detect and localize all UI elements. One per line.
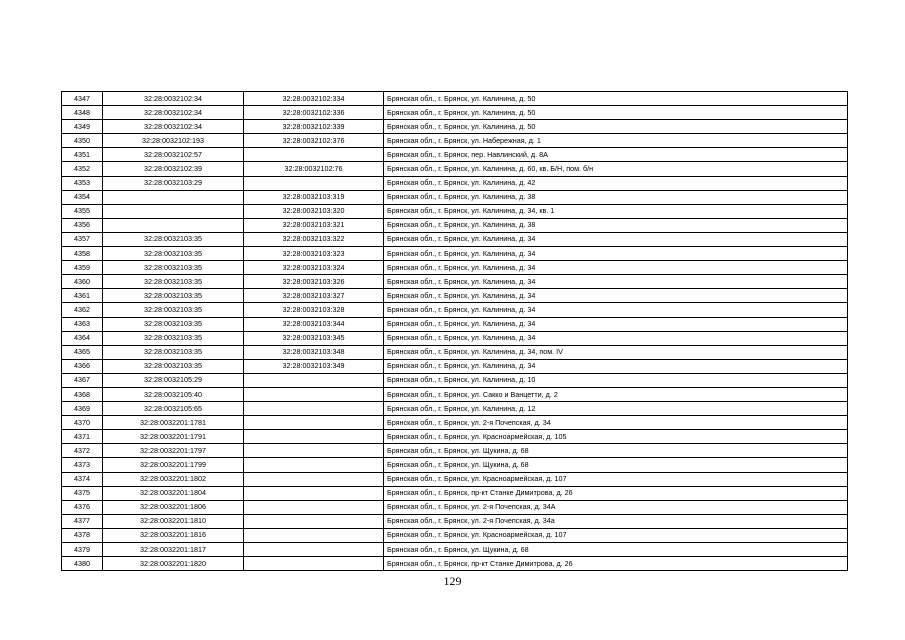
- parcel-cadastral-number-cell: 32:28:0032102:34: [103, 106, 244, 120]
- table-row: [62, 486, 848, 500]
- row-number-cell: 4372: [62, 444, 103, 458]
- row-number-cell: 4377: [62, 514, 103, 528]
- row-number-cell: 4364: [62, 331, 103, 345]
- object-cadastral-number-cell: 32:28:0032103:322: [244, 232, 384, 246]
- object-cadastral-number-cell: [244, 500, 384, 514]
- address-cell: Брянская обл., г. Брянск, ул. Калинина, д. 50: [384, 106, 848, 120]
- address-cell: Брянская обл., г. Брянск, ул. Набережная, д. 1: [384, 134, 848, 148]
- table-row: [62, 289, 848, 303]
- object-cadastral-number-cell: [244, 514, 384, 528]
- address-cell: Брянская обл., г. Брянск, ул. Калинина, д. 12: [384, 402, 848, 416]
- parcel-cadastral-number-cell: 32:28:0032201:1817: [103, 543, 244, 557]
- address-cell: Брянская обл., г. Брянск, ул. Щукина, д. 68: [384, 444, 848, 458]
- address-cell: Брянская обл., г. Брянск, ул. 2-я Почепская, д. 34: [384, 416, 848, 430]
- object-cadastral-number-cell: 32:28:0032102:339: [244, 120, 384, 134]
- row-number-cell: 4371: [62, 430, 103, 444]
- row-number-cell: 4350: [62, 134, 103, 148]
- parcel-cadastral-number-cell: 32:28:0032103:35: [103, 261, 244, 275]
- row-number-cell: 4370: [62, 416, 103, 430]
- table-row: [62, 162, 848, 176]
- parcel-cadastral-number-cell: 32:28:0032201:1804: [103, 486, 244, 500]
- address-cell: Брянская обл., г. Брянск, ул. Калинина, д. 38: [384, 218, 848, 232]
- table-row: [62, 444, 848, 458]
- object-cadastral-number-cell: [244, 458, 384, 472]
- table-row: [62, 430, 848, 444]
- table-row: [62, 120, 848, 134]
- address-cell: Брянская обл., г. Брянск, ул. Щукина, д. 68: [384, 543, 848, 557]
- parcel-cadastral-number-cell: 32:28:0032105:29: [103, 373, 244, 387]
- row-number-cell: 4354: [62, 190, 103, 204]
- parcel-cadastral-number-cell: 32:28:0032201:1791: [103, 430, 244, 444]
- address-cell: Брянская обл., г. Брянск, ул. Калинина, д. 38: [384, 190, 848, 204]
- table-row: [62, 92, 848, 106]
- parcel-cadastral-number-cell: 32:28:0032105:40: [103, 387, 244, 401]
- object-cadastral-number-cell: 32:28:0032103:349: [244, 359, 384, 373]
- row-number-cell: 4367: [62, 373, 103, 387]
- object-cadastral-number-cell: [244, 148, 384, 162]
- table-body: [62, 92, 848, 571]
- table-row: [62, 218, 848, 232]
- address-cell: Брянская обл., г. Брянск, ул. Калинина, д. 34: [384, 331, 848, 345]
- row-number-cell: 4347: [62, 92, 103, 106]
- parcel-cadastral-number-cell: 32:28:0032201:1802: [103, 472, 244, 486]
- row-number-cell: 4355: [62, 204, 103, 218]
- object-cadastral-number-cell: 32:28:0032102:376: [244, 134, 384, 148]
- table-row: [62, 345, 848, 359]
- object-cadastral-number-cell: 32:28:0032102:334: [244, 92, 384, 106]
- address-cell: Брянская обл., г. Брянск, ул. 2-я Почепская, д. 34а: [384, 514, 848, 528]
- parcel-cadastral-number-cell: 32:28:0032201:1816: [103, 528, 244, 542]
- address-cell: Брянская обл., г. Брянск, ул. Калинина, д. 60, кв. Б/Н, пом. б/н: [384, 162, 848, 176]
- parcel-cadastral-number-cell: 32:28:0032102:39: [103, 162, 244, 176]
- table-row: [62, 359, 848, 373]
- table-row: [62, 275, 848, 289]
- table-row: [62, 106, 848, 120]
- address-cell: Брянская обл., г. Брянск, ул. Калинина, д. 34: [384, 289, 848, 303]
- page-number: 129: [443, 574, 462, 588]
- address-cell: Брянская обл., г. Брянск, ул. Красноармейская, д. 107: [384, 528, 848, 542]
- address-cell: Брянская обл., г. Брянск, пр-кт Станке Димитрова, д. 26: [384, 557, 848, 571]
- row-number-cell: 4348: [62, 106, 103, 120]
- address-cell: Брянская обл., г. Брянск, ул. Калинина, д. 34: [384, 317, 848, 331]
- parcel-cadastral-number-cell: 32:28:0032201:1806: [103, 500, 244, 514]
- parcel-cadastral-number-cell: 32:28:0032103:35: [103, 232, 244, 246]
- row-number-cell: 4349: [62, 120, 103, 134]
- address-cell: Брянская обл., г. Брянск, ул. Калинина, д. 34: [384, 359, 848, 373]
- parcel-cadastral-number-cell: 32:28:0032201:1810: [103, 514, 244, 528]
- row-number-cell: 4360: [62, 275, 103, 289]
- parcel-cadastral-number-cell: 32:28:0032103:35: [103, 345, 244, 359]
- object-cadastral-number-cell: 32:28:0032103:326: [244, 275, 384, 289]
- table-row: [62, 514, 848, 528]
- parcel-cadastral-number-cell: 32:28:0032201:1781: [103, 416, 244, 430]
- table-row: [62, 317, 848, 331]
- address-cell: Брянская обл., г. Брянск, ул. Щукина, д. 68: [384, 458, 848, 472]
- table-row: [62, 557, 848, 571]
- table-row: [62, 190, 848, 204]
- table-row: [62, 500, 848, 514]
- cadastral-register-table: [61, 91, 848, 571]
- table-row: [62, 261, 848, 275]
- row-number-cell: 4368: [62, 387, 103, 401]
- object-cadastral-number-cell: 32:28:0032102:336: [244, 106, 384, 120]
- row-number-cell: 4375: [62, 486, 103, 500]
- object-cadastral-number-cell: [244, 543, 384, 557]
- object-cadastral-number-cell: 32:28:0032103:320: [244, 204, 384, 218]
- table-row: [62, 148, 848, 162]
- object-cadastral-number-cell: 32:28:0032102:76: [244, 162, 384, 176]
- object-cadastral-number-cell: 32:28:0032103:327: [244, 289, 384, 303]
- row-number-cell: 4376: [62, 500, 103, 514]
- parcel-cadastral-number-cell: 32:28:0032103:35: [103, 303, 244, 317]
- row-number-cell: 4366: [62, 359, 103, 373]
- row-number-cell: 4357: [62, 232, 103, 246]
- row-number-cell: 4378: [62, 528, 103, 542]
- parcel-cadastral-number-cell: [103, 190, 244, 204]
- address-cell: Брянская обл., г. Брянск, ул. Калинина, д. 34: [384, 275, 848, 289]
- row-number-cell: 4379: [62, 543, 103, 557]
- address-cell: Брянская обл., г. Брянск, пр-кт Станке Димитрова, д. 26: [384, 486, 848, 500]
- row-number-cell: 4374: [62, 472, 103, 486]
- parcel-cadastral-number-cell: [103, 218, 244, 232]
- table-row: [62, 458, 848, 472]
- row-number-cell: 4369: [62, 402, 103, 416]
- row-number-cell: 4361: [62, 289, 103, 303]
- object-cadastral-number-cell: 32:28:0032103:348: [244, 345, 384, 359]
- row-number-cell: 4358: [62, 247, 103, 261]
- table-row: [62, 331, 848, 345]
- parcel-cadastral-number-cell: 32:28:0032103:35: [103, 275, 244, 289]
- row-number-cell: 4365: [62, 345, 103, 359]
- parcel-cadastral-number-cell: 32:28:0032102:193: [103, 134, 244, 148]
- object-cadastral-number-cell: 32:28:0032103:345: [244, 331, 384, 345]
- object-cadastral-number-cell: [244, 486, 384, 500]
- row-number-cell: 4373: [62, 458, 103, 472]
- address-cell: Брянская обл., г. Брянск, ул. Калинина, д. 10: [384, 373, 848, 387]
- table-row: [62, 204, 848, 218]
- parcel-cadastral-number-cell: 32:28:0032201:1820: [103, 557, 244, 571]
- table-row: [62, 472, 848, 486]
- parcel-cadastral-number-cell: [103, 204, 244, 218]
- parcel-cadastral-number-cell: 32:28:0032201:1799: [103, 458, 244, 472]
- table-row: [62, 134, 848, 148]
- object-cadastral-number-cell: 32:28:0032103:319: [244, 190, 384, 204]
- parcel-cadastral-number-cell: 32:28:0032103:35: [103, 289, 244, 303]
- object-cadastral-number-cell: 32:28:0032103:324: [244, 261, 384, 275]
- parcel-cadastral-number-cell: 32:28:0032103:35: [103, 359, 244, 373]
- object-cadastral-number-cell: [244, 387, 384, 401]
- address-cell: Брянская обл., г. Брянск, ул. Калинина, д. 42: [384, 176, 848, 190]
- object-cadastral-number-cell: [244, 444, 384, 458]
- object-cadastral-number-cell: [244, 557, 384, 571]
- object-cadastral-number-cell: [244, 430, 384, 444]
- parcel-cadastral-number-cell: 32:28:0032102:57: [103, 148, 244, 162]
- row-number-cell: 4380: [62, 557, 103, 571]
- address-cell: Брянская обл., г. Брянск, ул. Сакко и Ванцетти, д. 2: [384, 387, 848, 401]
- parcel-cadastral-number-cell: 32:28:0032102:34: [103, 120, 244, 134]
- parcel-cadastral-number-cell: 32:28:0032103:29: [103, 176, 244, 190]
- object-cadastral-number-cell: [244, 402, 384, 416]
- row-number-cell: 4356: [62, 218, 103, 232]
- row-number-cell: 4363: [62, 317, 103, 331]
- address-cell: Брянская обл., г. Брянск, ул. Калинина, д. 34, пом. IV: [384, 345, 848, 359]
- object-cadastral-number-cell: 32:28:0032103:344: [244, 317, 384, 331]
- object-cadastral-number-cell: 32:28:0032103:328: [244, 303, 384, 317]
- row-number-cell: 4353: [62, 176, 103, 190]
- row-number-cell: 4352: [62, 162, 103, 176]
- address-cell: Брянская обл., г. Брянск, ул. Калинина, д. 34: [384, 247, 848, 261]
- table-row: [62, 232, 848, 246]
- table-row: [62, 416, 848, 430]
- parcel-cadastral-number-cell: 32:28:0032102:34: [103, 92, 244, 106]
- table-row: [62, 176, 848, 190]
- table-row: [62, 528, 848, 542]
- row-number-cell: 4359: [62, 261, 103, 275]
- parcel-cadastral-number-cell: 32:28:0032105:65: [103, 402, 244, 416]
- address-cell: Брянская обл., г. Брянск, ул. Калинина, д. 34: [384, 303, 848, 317]
- object-cadastral-number-cell: [244, 472, 384, 486]
- address-cell: Брянская обл., г. Брянск, ул. Калинина, д. 34, кв. 1: [384, 204, 848, 218]
- table-row: [62, 373, 848, 387]
- parcel-cadastral-number-cell: 32:28:0032103:35: [103, 317, 244, 331]
- table-row: [62, 402, 848, 416]
- table-row: [62, 387, 848, 401]
- address-cell: Брянская обл., г. Брянск, ул. Калинина, д. 34: [384, 261, 848, 275]
- address-cell: Брянская обл., г. Брянск, ул. Калинина, д. 50: [384, 120, 848, 134]
- parcel-cadastral-number-cell: 32:28:0032103:35: [103, 247, 244, 261]
- row-number-cell: 4351: [62, 148, 103, 162]
- address-cell: Брянская обл., г. Брянск, пер. Навлинский, д. 8А: [384, 148, 848, 162]
- table-row: [62, 543, 848, 557]
- object-cadastral-number-cell: [244, 528, 384, 542]
- address-cell: Брянская обл., г. Брянск, ул. Красноармейская, д. 105: [384, 430, 848, 444]
- parcel-cadastral-number-cell: 32:28:0032201:1797: [103, 444, 244, 458]
- object-cadastral-number-cell: [244, 176, 384, 190]
- object-cadastral-number-cell: 32:28:0032103:323: [244, 247, 384, 261]
- object-cadastral-number-cell: 32:28:0032103:321: [244, 218, 384, 232]
- parcel-cadastral-number-cell: 32:28:0032103:35: [103, 331, 244, 345]
- table-row: [62, 303, 848, 317]
- object-cadastral-number-cell: [244, 416, 384, 430]
- address-cell: Брянская обл., г. Брянск, ул. Красноармейская, д. 107: [384, 472, 848, 486]
- address-cell: Брянская обл., г. Брянск, ул. Калинина, д. 50: [384, 92, 848, 106]
- address-cell: Брянская обл., г. Брянск, ул. 2-я Почепская, д. 34А: [384, 500, 848, 514]
- object-cadastral-number-cell: [244, 373, 384, 387]
- address-cell: Брянская обл., г. Брянск, ул. Калинина, д. 34: [384, 232, 848, 246]
- table-row: [62, 247, 848, 261]
- row-number-cell: 4362: [62, 303, 103, 317]
